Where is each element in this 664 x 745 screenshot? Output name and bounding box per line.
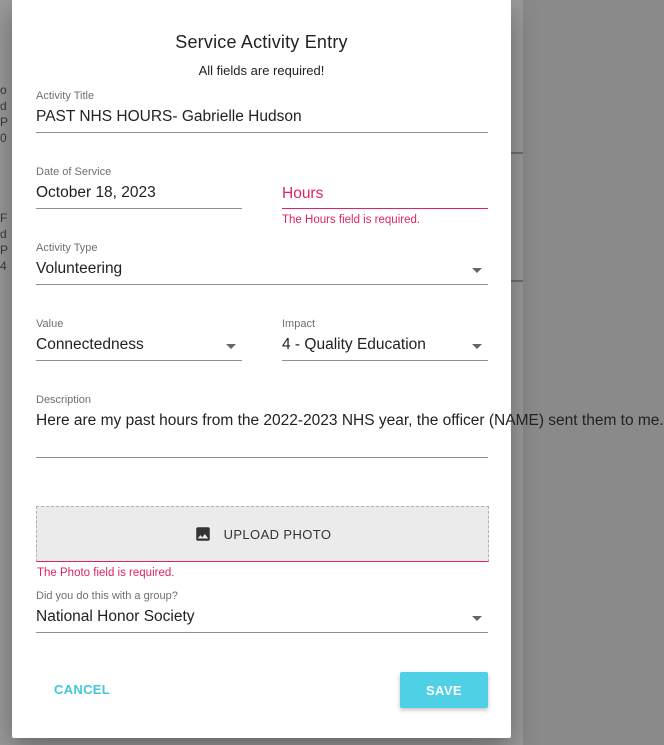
photo-error: The Photo field is required. — [37, 567, 175, 579]
date-of-service-field[interactable] — [36, 166, 242, 209]
description-label: Description — [36, 394, 92, 406]
activity-title-field[interactable] — [36, 90, 488, 133]
group-underline — [36, 632, 488, 633]
date-of-service-label: Date of Service — [36, 166, 112, 178]
background-chart-line — [509, 280, 523, 282]
chevron-down-icon[interactable] — [226, 344, 236, 349]
date-of-service-underline — [36, 208, 242, 209]
impact-underline — [282, 360, 488, 361]
impact-selected: 4 - Quality Education — [282, 336, 426, 353]
activity-type-value: Volunteering — [36, 260, 123, 277]
hours-underline — [282, 208, 488, 209]
impact-select[interactable] — [282, 318, 488, 361]
value-underline — [36, 360, 242, 361]
value-selected: Connectedness — [36, 336, 144, 353]
hours-error: The Hours field is required. — [282, 214, 421, 226]
service-activity-dialog — [12, 0, 664, 738]
chevron-down-icon[interactable] — [472, 268, 482, 273]
cancel-button[interactable]: CANCEL — [54, 682, 110, 697]
activity-title-input[interactable]: PAST NHS HOURS- Gabrielle Hudson — [36, 108, 302, 125]
background-chart-line — [509, 152, 523, 154]
activity-type-select[interactable] — [36, 242, 488, 285]
description-underline — [36, 457, 488, 458]
value-label: Value — [36, 318, 64, 330]
activity-title-label: Activity Title — [36, 90, 95, 102]
date-of-service-input[interactable]: October 18, 2023 — [36, 184, 156, 201]
description-field[interactable] — [36, 394, 664, 458]
activity-title-underline — [36, 132, 488, 133]
value-select[interactable] — [36, 318, 242, 361]
background-text-fragment: F d P 4 — [0, 211, 9, 273]
save-button[interactable]: SAVE — [400, 672, 488, 708]
activity-type-label: Activity Type — [36, 242, 98, 254]
group-select[interactable] — [36, 590, 488, 633]
description-textarea[interactable]: Here are my past hours from the 2022-2023 NHS year, the officer (NAME) sent them to me. — [36, 412, 664, 429]
activity-type-underline — [36, 284, 488, 285]
group-selected: National Honor Society — [36, 608, 195, 625]
image-icon — [194, 525, 212, 543]
background-text-fragment: o d P 0 — [0, 83, 9, 145]
group-label: Did you do this with a group? — [36, 590, 178, 602]
upload-photo-button[interactable] — [36, 506, 489, 562]
upload-photo-label: UPLOAD PHOTO — [223, 526, 332, 542]
dialog-subtitle: All fields are required! — [198, 63, 325, 78]
hours-input[interactable]: Hours — [282, 185, 324, 202]
impact-label: Impact — [282, 318, 316, 330]
chevron-down-icon[interactable] — [472, 616, 482, 621]
dialog-title: Service Activity Entry — [175, 32, 348, 52]
chevron-down-icon[interactable] — [472, 344, 482, 349]
